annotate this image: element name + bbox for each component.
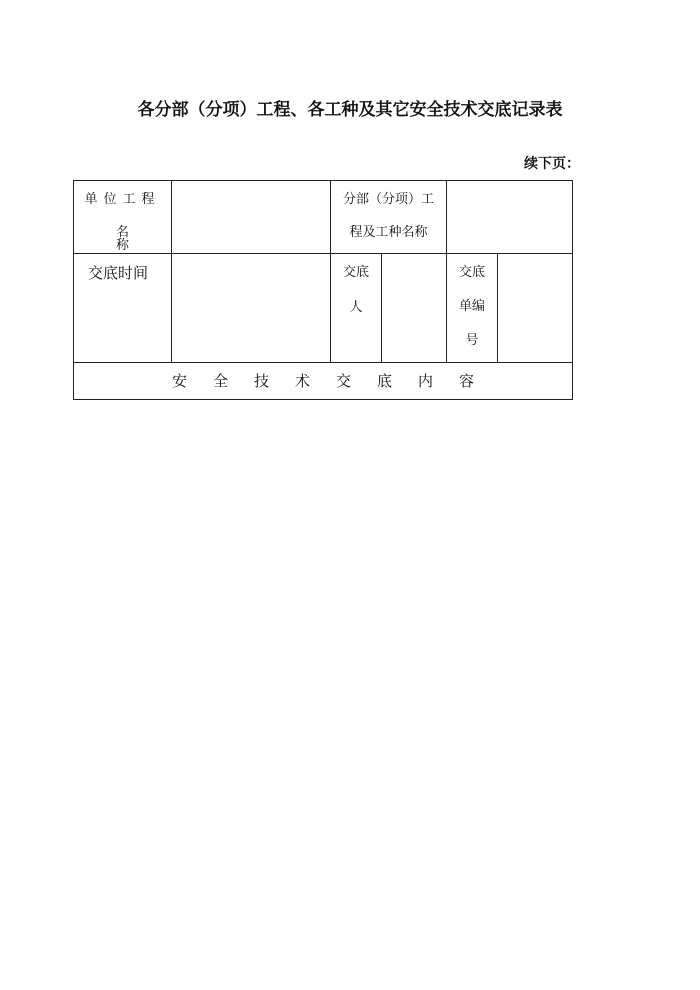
safety-content-header: 安全技术交底内容: [74, 363, 573, 400]
handover-number-label-line3: 号: [465, 333, 479, 348]
handover-number-value[interactable]: [498, 254, 573, 363]
table-row: [74, 181, 573, 254]
division-label: [331, 181, 447, 254]
handover-number-label-line2: 单编: [459, 299, 486, 314]
unit-project-label-line1: 单位工程: [84, 192, 161, 207]
table-row: [74, 363, 573, 400]
handover-record-table: [73, 180, 573, 400]
handover-person-label-line2: 人: [349, 300, 363, 315]
division-value[interactable]: [447, 181, 573, 254]
division-label-line2: 程及工种名称: [349, 225, 428, 240]
handover-time-value[interactable]: [172, 254, 331, 363]
handover-person-label-line1: 交底: [342, 265, 369, 280]
document-title: 各分部（分项）工程、各工种及其它安全技术交底记录表: [137, 100, 563, 120]
unit-project-label: [74, 181, 172, 254]
handover-person-label: [331, 254, 382, 363]
table-row: [74, 254, 573, 363]
handover-person-value[interactable]: [382, 254, 447, 363]
unit-project-label-line2: 名称: [115, 225, 155, 253]
handover-number-label: [447, 254, 498, 363]
unit-project-value[interactable]: [172, 181, 331, 254]
continued-note: 续下页：: [524, 156, 580, 172]
handover-time-label: [74, 254, 172, 363]
handover-number-label-line1: 交底: [459, 265, 486, 280]
handover-time-label-text: 交底时间: [88, 264, 149, 282]
division-label-line1: 分部（分项）工: [343, 192, 435, 207]
